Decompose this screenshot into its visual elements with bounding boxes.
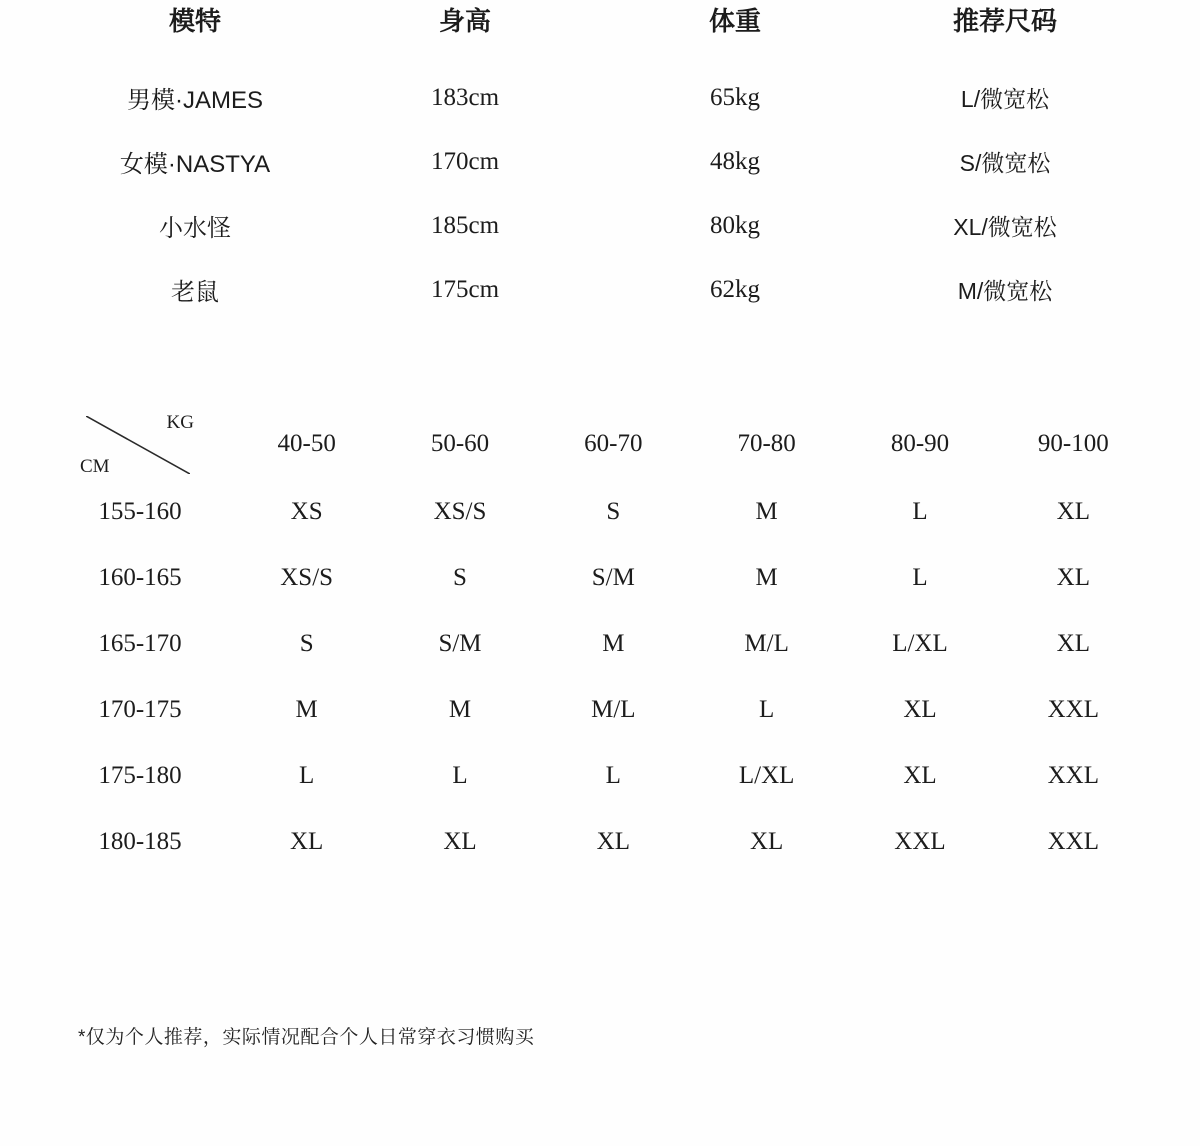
- size-cell: L: [759, 696, 775, 723]
- size-chart-header-row: [50, 410, 1150, 480]
- size-cell: L: [605, 762, 621, 789]
- model-table-header-size: 推荐尺码: [952, 6, 1057, 36]
- size-cell: S: [606, 498, 621, 525]
- table-row: [60, 258, 1140, 322]
- size-cell: L/XL: [892, 630, 948, 657]
- size-cell: M/L: [591, 696, 636, 723]
- table-row: [60, 194, 1140, 258]
- size-cell: L: [452, 762, 468, 789]
- height-unit-label: CM: [80, 456, 110, 477]
- size-cell: XXL: [1047, 828, 1100, 855]
- model-weight: 62kg: [710, 275, 760, 303]
- model-reference-table: [60, 0, 1140, 322]
- table-row: [60, 66, 1140, 130]
- size-cell: XXL: [894, 828, 946, 855]
- table-row: [50, 810, 1150, 876]
- footnote-text: *仅为个人推荐，实际情况配合个人日常穿衣习惯购买: [78, 1027, 535, 1048]
- size-cell: XXL: [1047, 762, 1100, 789]
- model-table-header-model: 模特: [168, 6, 221, 36]
- model-weight: 48kg: [710, 147, 760, 175]
- size-cell: XS/S: [433, 498, 487, 525]
- size-cell: S: [299, 630, 314, 657]
- size-cell: XL: [290, 828, 324, 855]
- size-cell: M: [755, 564, 778, 591]
- height-range-header: 155-160: [98, 498, 182, 525]
- model-weight: 65kg: [710, 83, 760, 111]
- size-cell: S/M: [591, 564, 635, 591]
- table-row: [50, 546, 1150, 612]
- weight-range-header: 50-60: [430, 430, 490, 457]
- size-cell: S/M: [438, 630, 482, 657]
- size-cell: M: [295, 696, 318, 723]
- weight-range-header: 90-100: [1037, 430, 1109, 457]
- size-cell: M: [755, 498, 778, 525]
- size-cell: XL: [1056, 564, 1090, 591]
- size-cell: XL: [1056, 630, 1090, 657]
- size-cell: S: [453, 564, 467, 591]
- weight-range-header: 60-70: [584, 430, 643, 457]
- size-cell: L: [912, 564, 928, 591]
- size-cell: XL: [596, 828, 630, 855]
- table-row: [60, 130, 1140, 194]
- axis-corner-cell: [50, 410, 230, 480]
- weight-range-header: 80-90: [890, 430, 950, 457]
- size-cell: L: [299, 762, 315, 789]
- model-name: 小水怪: [159, 215, 231, 242]
- table-row: [50, 612, 1150, 678]
- size-recommendation-chart: [50, 410, 1150, 876]
- table-row: [50, 678, 1150, 744]
- table-row: [50, 480, 1150, 546]
- height-range-header: 170-175: [98, 696, 182, 723]
- size-cell: M: [602, 630, 625, 657]
- model-height: 183cm: [430, 83, 500, 111]
- model-name: 老鼠: [171, 279, 219, 306]
- model-name: 女模·NASTYA: [119, 151, 271, 178]
- model-name: 男模·JAMES: [126, 87, 263, 114]
- height-range-header: 175-180: [98, 762, 182, 789]
- model-table-header-row: [60, 0, 1140, 66]
- model-height: 175cm: [430, 275, 500, 303]
- model-weight: 80kg: [710, 211, 760, 239]
- model-recommended-size: M/微宽松: [957, 278, 1053, 304]
- weight-range-header: 70-80: [737, 430, 796, 457]
- model-recommended-size: S/微宽松: [959, 150, 1051, 176]
- table-row: [50, 744, 1150, 810]
- size-cell: XXL: [1047, 696, 1100, 723]
- height-range-header: 160-165: [98, 564, 182, 591]
- size-cell: XL: [1056, 498, 1090, 525]
- size-cell: XL: [749, 828, 784, 855]
- size-cell: XL: [443, 828, 477, 855]
- weight-unit-label: KG: [166, 412, 194, 433]
- model-table-header-height: 身高: [438, 6, 491, 36]
- size-cell: L/XL: [738, 762, 795, 789]
- size-cell: L: [912, 498, 928, 525]
- height-range-header: 165-170: [98, 630, 182, 657]
- weight-range-header: 40-50: [277, 430, 336, 457]
- model-height: 185cm: [430, 211, 500, 239]
- model-table-header-weight: 体重: [708, 6, 761, 36]
- height-range-header: 180-185: [98, 828, 182, 855]
- size-cell: M/L: [744, 630, 789, 657]
- model-recommended-size: L/微宽松: [960, 86, 1050, 112]
- size-cell: XS: [290, 498, 323, 525]
- size-cell: XL: [903, 762, 937, 789]
- size-cell: XL: [903, 696, 937, 723]
- size-cell: XS/S: [280, 564, 334, 591]
- size-cell: M: [448, 696, 472, 723]
- model-height: 170cm: [430, 147, 500, 175]
- model-recommended-size: XL/微宽松: [953, 214, 1057, 240]
